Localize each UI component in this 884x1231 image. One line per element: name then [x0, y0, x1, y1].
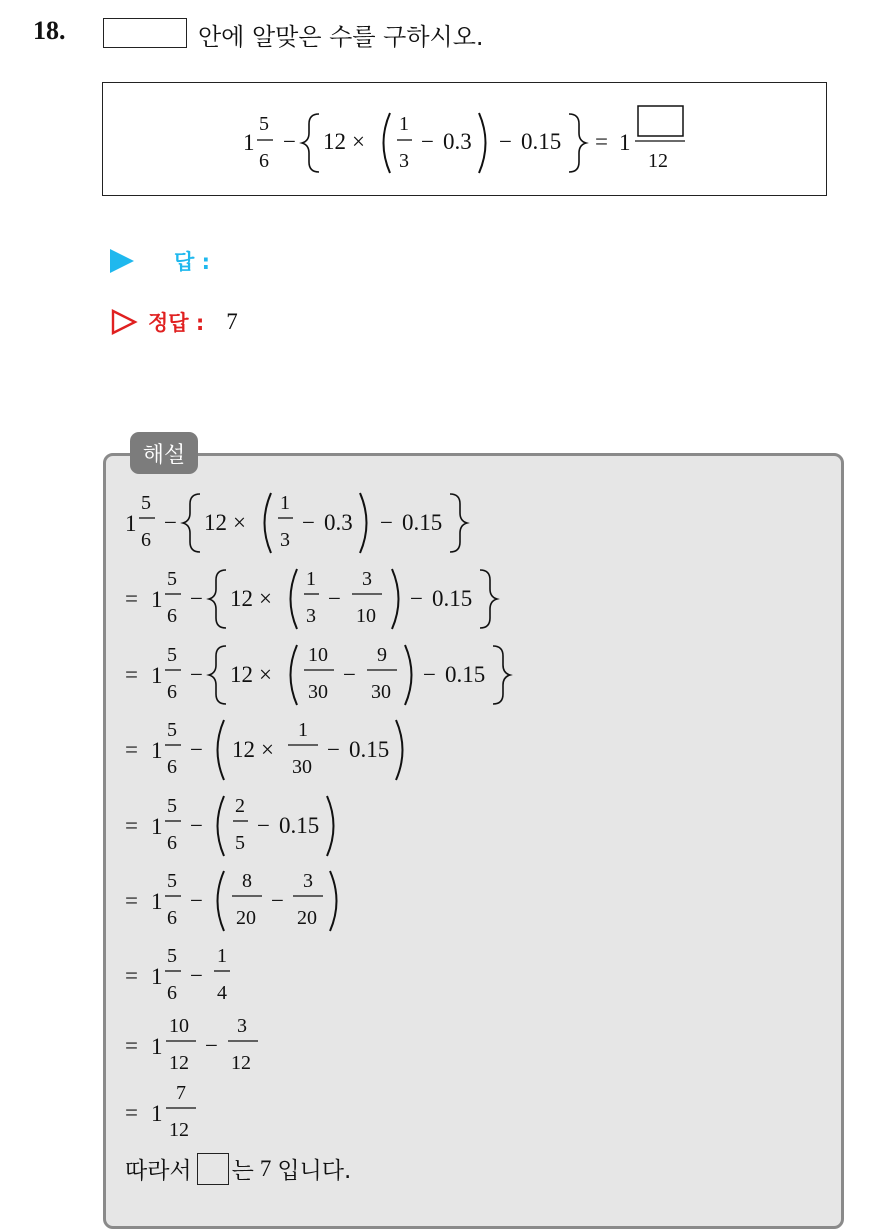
svg-text:3: 3: [280, 529, 290, 551]
svg-text:6: 6: [167, 832, 177, 854]
svg-text:1: 1: [399, 113, 409, 135]
svg-text:5: 5: [167, 719, 177, 741]
svg-text:1: 1: [619, 130, 631, 155]
svg-text:0.3: 0.3: [443, 129, 472, 154]
svg-text:3: 3: [303, 870, 313, 892]
svg-text:−: −: [257, 813, 270, 838]
svg-text:=: =: [125, 662, 138, 687]
svg-text:=: =: [125, 737, 138, 762]
svg-text:=: =: [125, 1033, 138, 1058]
answer-label: 답 :: [174, 250, 210, 274]
svg-text:=: =: [125, 586, 138, 611]
svg-text:1: 1: [217, 945, 227, 967]
svg-text:1: 1: [151, 964, 163, 989]
outline-play-icon: [110, 308, 138, 336]
svg-text:6: 6: [167, 605, 177, 627]
svg-text:5: 5: [235, 832, 245, 854]
svg-text:6: 6: [167, 982, 177, 1004]
svg-text:1: 1: [151, 889, 163, 914]
svg-text:1: 1: [151, 587, 163, 612]
svg-text:1: 1: [151, 814, 163, 839]
solution-box: [103, 453, 844, 1229]
svg-text:6: 6: [259, 150, 269, 172]
svg-text:1: 1: [151, 738, 163, 763]
svg-text:12: 12: [232, 737, 255, 762]
svg-text:=: =: [125, 963, 138, 988]
svg-text:−: −: [271, 888, 284, 913]
svg-text:−: −: [421, 129, 434, 154]
svg-text:−: −: [327, 737, 340, 762]
svg-text:×: ×: [261, 737, 274, 762]
question-text: 안에 알맞은 수를 구하시오.: [198, 23, 484, 51]
key-row: [110, 304, 238, 340]
problem-equation: [103, 83, 828, 197]
svg-text:−: −: [190, 963, 203, 988]
svg-text:×: ×: [259, 586, 272, 611]
svg-text:9: 9: [377, 644, 387, 666]
svg-text:12: 12: [230, 662, 253, 687]
svg-text:−: −: [283, 129, 296, 154]
play-icon: [110, 249, 134, 273]
svg-text:0.15: 0.15: [445, 662, 486, 687]
solution-conclusion: [125, 1152, 351, 1185]
conclusion-blank-box: [197, 1153, 229, 1185]
svg-text:6: 6: [167, 907, 177, 929]
svg-text:−: −: [343, 662, 356, 687]
conclusion-mid: 는: [231, 1158, 254, 1184]
svg-text:30: 30: [308, 681, 328, 703]
svg-text:7: 7: [176, 1082, 186, 1104]
svg-text:×: ×: [233, 510, 246, 535]
svg-text:1: 1: [298, 719, 308, 741]
svg-text:5: 5: [167, 644, 177, 666]
svg-text:5: 5: [167, 870, 177, 892]
svg-text:20: 20: [236, 907, 256, 929]
svg-text:1: 1: [306, 568, 316, 590]
svg-text:5: 5: [141, 492, 151, 514]
solution-tag: 해설: [130, 432, 198, 474]
svg-text:−: −: [328, 586, 341, 611]
svg-text:−: −: [190, 586, 203, 611]
svg-text:6: 6: [141, 529, 151, 551]
svg-text:10: 10: [169, 1015, 189, 1037]
svg-text:5: 5: [167, 568, 177, 590]
svg-text:−: −: [205, 1033, 218, 1058]
svg-text:−: −: [190, 888, 203, 913]
svg-text:−: −: [499, 129, 512, 154]
svg-text:=: =: [125, 1100, 138, 1125]
svg-text:30: 30: [371, 681, 391, 703]
svg-text:0.15: 0.15: [402, 510, 443, 535]
svg-text:20: 20: [297, 907, 317, 929]
svg-text:−: −: [380, 510, 393, 535]
answer-blank-box: [103, 18, 187, 48]
svg-text:−: −: [410, 586, 423, 611]
question-number: 18.: [33, 16, 66, 45]
svg-text:−: −: [190, 662, 203, 687]
svg-text:1: 1: [151, 663, 163, 688]
svg-text:1: 1: [151, 1101, 163, 1126]
svg-text:=: =: [125, 813, 138, 838]
svg-text:5: 5: [167, 795, 177, 817]
svg-text:−: −: [302, 510, 315, 535]
svg-text:12: 12: [323, 129, 346, 154]
svg-text:×: ×: [352, 129, 365, 154]
svg-text:−: −: [190, 813, 203, 838]
svg-text:1: 1: [243, 130, 255, 155]
svg-text:12: 12: [169, 1119, 189, 1141]
svg-text:0.15: 0.15: [279, 813, 320, 838]
svg-text:0.15: 0.15: [349, 737, 390, 762]
svg-text:1: 1: [151, 1034, 163, 1059]
conclusion-suffix: 입니다.: [277, 1158, 352, 1184]
svg-text:3: 3: [237, 1015, 247, 1037]
svg-text:10: 10: [308, 644, 328, 666]
svg-text:5: 5: [259, 113, 269, 135]
svg-text:30: 30: [292, 756, 312, 778]
svg-text:12: 12: [231, 1052, 251, 1074]
svg-text:×: ×: [259, 662, 272, 687]
svg-text:=: =: [125, 888, 138, 913]
svg-text:1: 1: [125, 511, 137, 536]
svg-text:12: 12: [230, 586, 253, 611]
svg-text:3: 3: [362, 568, 372, 590]
svg-text:4: 4: [217, 982, 227, 1004]
conclusion-number: 7: [259, 1155, 272, 1181]
key-label: 정답 :: [148, 311, 205, 335]
svg-text:0.15: 0.15: [521, 129, 562, 154]
conclusion-prefix: 따라서: [125, 1158, 192, 1184]
svg-text:6: 6: [167, 681, 177, 703]
svg-text:2: 2: [235, 795, 245, 817]
svg-text:−: −: [190, 737, 203, 762]
svg-text:0.15: 0.15: [432, 586, 473, 611]
svg-text:12: 12: [204, 510, 227, 535]
answer-row: [110, 244, 210, 278]
key-value: 7: [226, 309, 238, 334]
svg-text:6: 6: [167, 756, 177, 778]
svg-text:8: 8: [242, 870, 252, 892]
svg-text:3: 3: [399, 150, 409, 172]
svg-text:=: =: [595, 129, 608, 154]
svg-text:12: 12: [648, 150, 668, 172]
svg-text:1: 1: [280, 492, 290, 514]
svg-text:−: −: [423, 662, 436, 687]
svg-text:10: 10: [356, 605, 376, 627]
problem-equation-box: [102, 82, 827, 196]
svg-text:12: 12: [169, 1052, 189, 1074]
svg-text:−: −: [164, 510, 177, 535]
svg-text:5: 5: [167, 945, 177, 967]
svg-text:0.3: 0.3: [324, 510, 353, 535]
svg-text:3: 3: [306, 605, 316, 627]
